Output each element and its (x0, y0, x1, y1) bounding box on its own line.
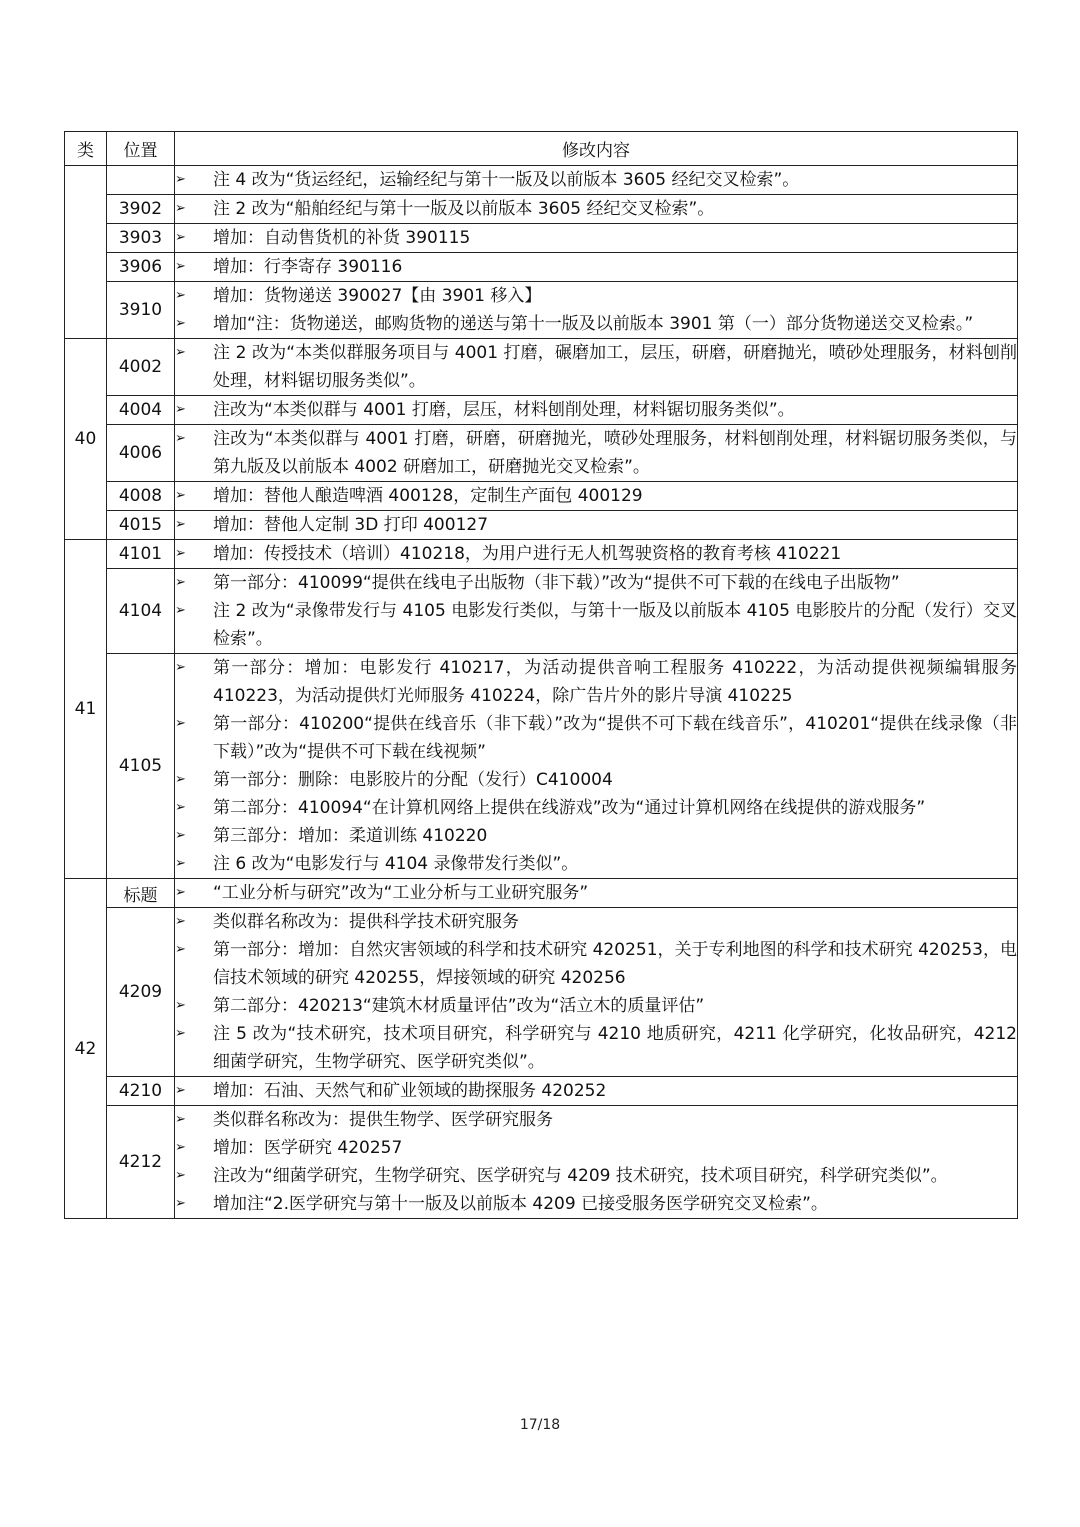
arrow-bullet-icon: ➢ (175, 201, 186, 216)
table-body (65, 166, 1018, 1219)
list-item (175, 511, 1017, 539)
item-text: 增加注“2.医学研究与第十一版及以前版本 4209 已接受服务医学研究交叉检索”。 (213, 1194, 828, 1214)
arrow-bullet-icon: ➢ (175, 546, 186, 561)
position-cell: 4209 (107, 908, 175, 1077)
position-cell: 4002 (107, 339, 175, 396)
arrow-bullet-icon: ➢ (175, 1112, 186, 1127)
class-cell: 40 (65, 339, 107, 540)
list-item (175, 1190, 1017, 1218)
list-item (175, 992, 1017, 1020)
position-cell: 3906 (107, 253, 175, 282)
position-cell: 4210 (107, 1077, 175, 1106)
class-cell: 41 (65, 540, 107, 879)
position-cell: 4101 (107, 540, 175, 569)
position-cell: 3903 (107, 224, 175, 253)
content-cell (175, 569, 1018, 654)
list-item (175, 822, 1017, 850)
content-cell (175, 1077, 1018, 1106)
table-row (65, 511, 1018, 540)
table-row (65, 654, 1018, 879)
item-text: 第一部分：410200“提供在线音乐（非下载）”改为“提供不可下载在线音乐”，410201“提供在线录像（非下载）”改为“提供不可下载在线视频” (213, 714, 1017, 762)
table-row (65, 908, 1018, 1077)
table-row (65, 569, 1018, 654)
table-row (65, 396, 1018, 425)
position-cell: 标题 (107, 879, 175, 908)
list-item (175, 195, 1017, 223)
item-text: 注改为“本类似群与 4001 打磨，研磨，研磨抛光，喷砂处理服务，材料刨削处理，材料锯切服务类似，与第九版及以前版本 4002 研磨加工，研磨抛光交叉检索”。 (213, 429, 1017, 477)
item-text: 类似群名称改为：提供生物学、医学研究服务 (213, 1110, 553, 1130)
position-cell: 4004 (107, 396, 175, 425)
list-item (175, 597, 1017, 653)
content-cell (175, 282, 1018, 339)
position-cell: 4104 (107, 569, 175, 654)
item-text: 增加：自动售货机的补货 390115 (213, 228, 471, 248)
item-text: 注 4 改为“货运经纪，运输经纪与第十一版及以前版本 3605 经纪交叉检索”。 (213, 170, 800, 190)
item-text: 增加：替他人定制 3D 打印 400127 (213, 515, 489, 535)
arrow-bullet-icon: ➢ (175, 998, 186, 1013)
table-row (65, 540, 1018, 569)
list-item (175, 425, 1017, 481)
arrow-bullet-icon: ➢ (175, 885, 186, 900)
arrow-bullet-icon: ➢ (175, 660, 186, 675)
list-item (175, 396, 1017, 424)
item-text: 第二部分：410094“在计算机网络上提供在线游戏”改为“通过计算机网络在线提供的游戏服务” (213, 798, 926, 818)
arrow-bullet-icon: ➢ (175, 517, 186, 532)
arrow-bullet-icon: ➢ (175, 856, 186, 871)
list-item (175, 794, 1017, 822)
content-cell (175, 195, 1018, 224)
arrow-bullet-icon: ➢ (175, 603, 186, 618)
arrow-bullet-icon: ➢ (175, 716, 186, 731)
table-row (65, 339, 1018, 396)
arrow-bullet-icon: ➢ (175, 345, 186, 360)
item-text: 注改为“本类似群与 4001 打磨，层压，材料刨削处理，材料锯切服务类似”。 (213, 400, 795, 420)
content-cell (175, 511, 1018, 540)
modification-table (64, 131, 1018, 1219)
table-row (65, 1106, 1018, 1219)
position-cell: 4212 (107, 1106, 175, 1219)
table-row (65, 195, 1018, 224)
list-item (175, 282, 1017, 310)
item-text: 第二部分：420213“建筑木材质量评估”改为“活立木的质量评估” (213, 996, 705, 1016)
list-item (175, 310, 1017, 338)
list-item (175, 224, 1017, 252)
arrow-bullet-icon: ➢ (175, 942, 186, 957)
list-item (175, 936, 1017, 992)
list-item (175, 1134, 1017, 1162)
item-text: 第一部分：410099“提供在线电子出版物（非下载）”改为“提供不可下载的在线电子出版物” (213, 573, 900, 593)
arrow-bullet-icon: ➢ (175, 575, 186, 590)
class-cell (65, 166, 107, 339)
list-item (175, 482, 1017, 510)
item-text: 第三部分：增加：柔道训练 410220 (213, 826, 488, 846)
content-cell (175, 879, 1018, 908)
content-cell (175, 482, 1018, 511)
table-row (65, 166, 1018, 195)
list-item (175, 850, 1017, 878)
table-row (65, 879, 1018, 908)
content-cell (175, 253, 1018, 282)
list-item (175, 1162, 1017, 1190)
list-item (175, 166, 1017, 194)
item-text: 增加：货物递送 390027【由 3901 移入】 (213, 286, 542, 306)
list-item (175, 879, 1017, 907)
item-text: 类似群名称改为：提供科学技术研究服务 (213, 912, 519, 932)
content-cell (175, 166, 1018, 195)
table-header-row (65, 132, 1018, 166)
item-text: 增加：行李寄存 390116 (213, 257, 403, 277)
arrow-bullet-icon: ➢ (175, 288, 186, 303)
arrow-bullet-icon: ➢ (175, 259, 186, 274)
arrow-bullet-icon: ➢ (175, 1168, 186, 1183)
list-item (175, 654, 1017, 710)
position-cell: 4015 (107, 511, 175, 540)
table-row (65, 425, 1018, 482)
table-row (65, 482, 1018, 511)
list-item (175, 569, 1017, 597)
list-item (175, 710, 1017, 766)
arrow-bullet-icon: ➢ (175, 402, 186, 417)
list-item (175, 1077, 1017, 1105)
arrow-bullet-icon: ➢ (175, 316, 186, 331)
arrow-bullet-icon: ➢ (175, 914, 186, 929)
content-cell (175, 425, 1018, 482)
list-item (175, 540, 1017, 568)
arrow-bullet-icon: ➢ (175, 772, 186, 787)
header-class: 类 (65, 132, 107, 166)
content-cell (175, 339, 1018, 396)
list-item (175, 908, 1017, 936)
item-text: 第一部分：增加：电影发行 410217，为活动提供音响工程服务 410222，为活动提供视频编辑服务 410223，为活动提供灯光师服务 410224，除广告片外的影片导演 410225 (213, 658, 1017, 706)
position-cell: 3902 (107, 195, 175, 224)
page-number: 17/18 (519, 1417, 561, 1433)
list-item (175, 339, 1017, 395)
position-cell (107, 166, 175, 195)
arrow-bullet-icon: ➢ (175, 828, 186, 843)
item-text: 增加“注：货物递送，邮购货物的递送与第十一版及以前版本 3901 第（一）部分货物递送交叉检索。” (213, 314, 974, 334)
position-cell: 4008 (107, 482, 175, 511)
content-cell (175, 908, 1018, 1077)
item-text: 第一部分：删除：电影胶片的分配（发行）C410004 (213, 770, 613, 790)
header-content: 修改内容 (175, 132, 1018, 166)
item-text: 增加：传授技术（培训）410218，为用户进行无人机驾驶资格的教育考核 410221 (213, 544, 842, 564)
table-row (65, 253, 1018, 282)
content-cell (175, 540, 1018, 569)
position-cell: 4006 (107, 425, 175, 482)
item-text: 注 5 改为“技术研究，技术项目研究，科学研究与 4210 地质研究，4211 化学研究，化妆品研究，4212 细菌学研究，生物学研究、医学研究类似”。 (213, 1024, 1017, 1072)
table-row (65, 282, 1018, 339)
arrow-bullet-icon: ➢ (175, 488, 186, 503)
header-position: 位置 (107, 132, 175, 166)
item-text: “工业分析与研究”改为“工业分析与工业研究服务” (213, 883, 589, 903)
arrow-bullet-icon: ➢ (175, 172, 186, 187)
list-item (175, 766, 1017, 794)
arrow-bullet-icon: ➢ (175, 1140, 186, 1155)
list-item (175, 253, 1017, 281)
table-row (65, 1077, 1018, 1106)
item-text: 增加：医学研究 420257 (213, 1138, 403, 1158)
item-text: 增加：替他人酿造啤酒 400128，定制生产面包 400129 (213, 486, 643, 506)
content-cell (175, 396, 1018, 425)
arrow-bullet-icon: ➢ (175, 1083, 186, 1098)
item-text: 注 2 改为“船舶经纪与第十一版及以前版本 3605 经纪交叉检索”。 (213, 199, 715, 219)
arrow-bullet-icon: ➢ (175, 431, 186, 446)
arrow-bullet-icon: ➢ (175, 1026, 186, 1041)
table-row (65, 224, 1018, 253)
item-text: 第一部分：增加：自然灾害领域的科学和技术研究 420251，关于专利地图的科学和技术研究 420253，电信技术领域的研究 420255，焊接领域的研究 420256 (213, 940, 1017, 988)
content-cell (175, 1106, 1018, 1219)
position-cell: 4105 (107, 654, 175, 879)
arrow-bullet-icon: ➢ (175, 1196, 186, 1211)
arrow-bullet-icon: ➢ (175, 230, 186, 245)
item-text: 注 6 改为“电影发行与 4104 录像带发行类似”。 (213, 854, 579, 874)
item-text: 注 2 改为“录像带发行与 4105 电影发行类似，与第十一版及以前版本 4105 电影胶片的分配（发行）交叉检索”。 (213, 601, 1017, 649)
content-cell (175, 224, 1018, 253)
list-item (175, 1106, 1017, 1134)
list-item (175, 1020, 1017, 1076)
content-cell (175, 654, 1018, 879)
class-cell: 42 (65, 879, 107, 1219)
item-text: 增加：石油、天然气和矿业领域的勘探服务 420252 (213, 1081, 607, 1101)
position-cell: 3910 (107, 282, 175, 339)
arrow-bullet-icon: ➢ (175, 800, 186, 815)
item-text: 注改为“细菌学研究，生物学研究、医学研究与 4209 技术研究，技术项目研究，科学研究类似”。 (213, 1166, 948, 1186)
item-text: 注 2 改为“本类似群服务项目与 4001 打磨，碾磨加工，层压，研磨，研磨抛光，喷砂处理服务，材料刨削处理，材料锯切服务类似”。 (213, 343, 1018, 391)
